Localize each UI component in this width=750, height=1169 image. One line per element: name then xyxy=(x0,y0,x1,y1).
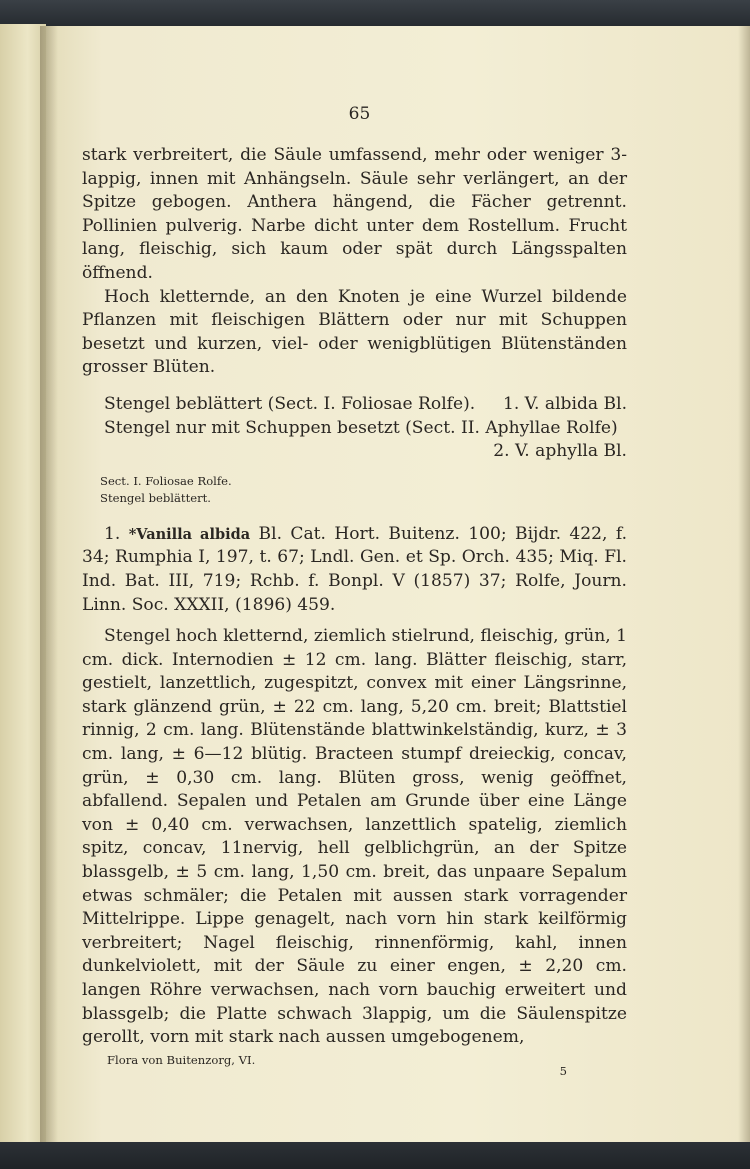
species-key xyxy=(82,393,627,464)
page-content xyxy=(82,104,627,1078)
book-cover-bottom xyxy=(0,1142,750,1169)
key-line-1-text: Stengel beblättert (Sect. I. Foliosae Rolfe). xyxy=(104,393,476,414)
page-edge-shadow xyxy=(738,26,750,1144)
entry-number: 1. xyxy=(104,523,121,544)
section-subheading: Stengel beblättert. xyxy=(100,490,211,505)
key-line-1 xyxy=(104,393,627,417)
signature-mark: 5 xyxy=(559,1063,567,1078)
section-heading: Sect. I. Foliosae Rolfe. xyxy=(100,473,232,488)
genus-description-paragraph: stark verbreitert, die Säule umfassend, mehr oder weniger 3-lappig, innen mit Anhängseln. Säule sehr verlängert, an der Spitze gebogen. Anthera hängend, die Fächer getrennt. Pollinien pulverig. Narbe dicht unter dem Rostellum. Frucht lang, fleischig, sich kaum oder spät durch Längsspalten öffnend. xyxy=(82,145,627,283)
species-description: Stengel hoch kletternd, ziemlich stielrund, fleischig, grün, 1 cm. dick. Internodien ± 12 cm. lang. Blätter fleischig, starr, gestielt, lanzettlich, zugespitzt, convex mit einer Längsrinne, stark glänzend grün, ± 22 cm. lang, 5,20 cm. breit; Blattstiel rinnig, 2 cm. lang. Blütenstände blattwinkelständig, kurz, ± 3 cm. lang, ± 6—12 blütig. Bracteen stumpf dreieckig, concav, grün, ± 0,30 cm. lang. Blüten gross, wenig geöffnet, abfallend. Sepalen und Petalen am Grunde über eine Länge von ± 0,40 cm. verwachsen, lanzettlich spatelig, ziemlich spitz, concav, 11nervig, hell gelblichgrün, an der Spitze blassgelb, ± 5 cm. lang, 1,50 cm. breit, das unpaare Sepalum etwas schmäler; die Petalen mit aussen stark vorragender Mittelrippe. Lippe genagelt, nach vorn hin stark keilförmig verbreitert; Nagel fleischig, rinnenförmig, kahl, innen dunkelviolett, mit der Säule zu einer engen, ± 2,20 cm. langen Röhre verwachsen, nach vorn bauchig erweitert und blassgelb; die Platte schwach 3lappig, um die Säulenspitze gerollt, vorn mit stark nach aussen umgebogenem, xyxy=(82,626,627,1048)
page-number: 65 xyxy=(348,104,371,124)
habit-paragraph: Hoch kletternde, an den Knoten je eine Wurzel bildende Pflanzen mit fleischigen Blättern oder nur mit Schuppen besetzt und kurzen, viel- oder wenigblütigen Blütenständen grosser Blüten. xyxy=(82,286,627,378)
species-name: *Vanilla albida xyxy=(128,525,251,543)
key-line-2-result: 2. V. aphylla Bl. xyxy=(493,441,627,462)
species-references: Bl. Cat. Hort. Buitenz. 100; Bijdr. 422, f. 34; Rumphia I, 197, t. 67; Lndl. Gen. et Sp. Orch. 435; Miq. Fl. Ind. Bat. III, 719; Rchb. f. Bonpl. V (1857) 37; Rolfe, Journ. Linn. Soc. XXXII, (1896) 459. xyxy=(82,523,628,615)
page-gutter-shadow xyxy=(40,26,58,1142)
species-entry xyxy=(82,523,627,617)
key-line-1-result: 1. V. albida Bl. xyxy=(502,393,627,414)
book-cover-top xyxy=(0,0,750,26)
page-footer xyxy=(82,1053,627,1078)
key-line-2-text: Stengel nur mit Schuppen besetzt (Sect. II. Aphyllae Rolfe) xyxy=(104,417,618,438)
footer-series-title: Flora von Buitenzorg, VI. xyxy=(107,1052,256,1067)
